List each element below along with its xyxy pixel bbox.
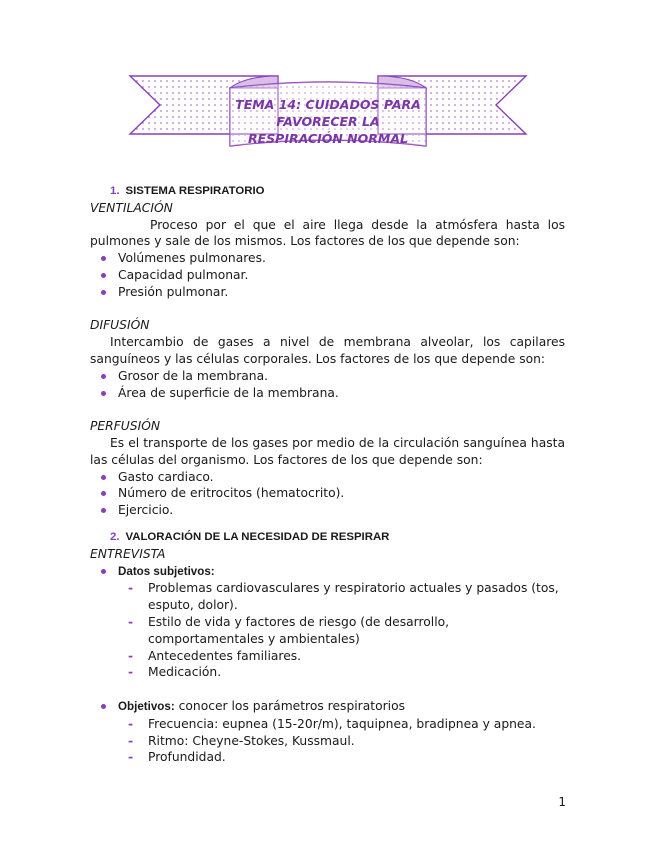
- objetivos-label: Objetivos:: [118, 699, 175, 713]
- entrevista-heading: ENTREVISTA: [90, 546, 166, 561]
- list-item: - Profundidad.: [118, 749, 565, 766]
- list-item: Presión pulmonar.: [90, 284, 565, 301]
- list-item: - Medicación.: [118, 664, 565, 681]
- list-item: - Antecedentes familiares.: [118, 648, 565, 665]
- list-item: - Estilo de vida y factores de riesgo (de desarrollo, comportamentales y ambientales): [118, 614, 565, 648]
- list-item: - Ritmo: Cheyne-Stokes, Kussmaul.: [118, 733, 565, 750]
- banner-title-line-3: RESPIRACIÓN NORMAL: [248, 131, 408, 146]
- subjetivos-list: [118, 580, 565, 681]
- assessment-list: [90, 563, 565, 767]
- objetivos-text: conocer los parámetros respiratorios: [174, 698, 405, 713]
- banner-title-line-1: TEMA 14: CUIDADOS PARA: [235, 97, 421, 112]
- section-1-heading: [110, 183, 565, 200]
- objetivos-item: [90, 698, 565, 766]
- list-item: - Problemas cardiovasculares y respiratorio actuales y pasados (tos, esputo, dolor).: [118, 580, 565, 614]
- list-item: Ejercicio.: [90, 502, 565, 519]
- subjetivos-label: Datos subjetivos:: [118, 564, 215, 578]
- perfusion-text: Es el transporte de los gases por medio de la circulación sanguínea hasta las células del organismo. Los factores de los que depende son:: [90, 435, 565, 467]
- ventilacion-list: [90, 250, 565, 300]
- ventilacion-heading: VENTILACIÓN: [90, 200, 173, 215]
- section-2-number: 2.: [110, 530, 120, 543]
- perfusion-list: [90, 469, 565, 519]
- list-item: Número de eritrocitos (hematocrito).: [90, 485, 565, 502]
- difusion-text: Intercambio de gases a nivel de membrana alveolar, los capilares sanguíneos y las células corporales. Los factores de los que depende son:: [90, 335, 565, 366]
- section-2-heading: [110, 529, 565, 546]
- perfusion-heading: PERFUSIÓN: [90, 419, 161, 434]
- subjetivos-item: [90, 563, 565, 698]
- list-item: Gasto cardiaco.: [90, 469, 565, 486]
- section-1-number: 1.: [110, 185, 120, 197]
- banner-title: [232, 96, 424, 147]
- list-item: Área de superficie de la membrana.: [90, 385, 565, 402]
- page-number: 1: [558, 795, 566, 809]
- banner-title-line-2: FAVORECER LA: [276, 114, 380, 129]
- section-1-title: SISTEMA RESPIRATORIO: [125, 185, 265, 197]
- difusion-list: [90, 368, 565, 402]
- list-item: Capacidad pulmonar.: [90, 267, 565, 284]
- list-item: Grosor de la membrana.: [90, 368, 565, 385]
- ventilacion-text: Proceso por el que el aire llega desde la atmósfera hasta los pulmones y sale de los mismos. Los factores de los que depende son:: [90, 217, 565, 249]
- document-body: [90, 183, 565, 766]
- difusion-heading: DIFUSIÓN: [90, 318, 150, 333]
- objetivos-list: [118, 716, 565, 766]
- list-item: - Frecuencia: eupnea (15-20r/m), taquipnea, bradipnea y apnea.: [118, 716, 565, 733]
- section-2-title: VALORACIÓN DE LA NECESIDAD DE RESPIRAR: [125, 530, 390, 543]
- list-item: Volúmenes pulmonares.: [90, 250, 565, 267]
